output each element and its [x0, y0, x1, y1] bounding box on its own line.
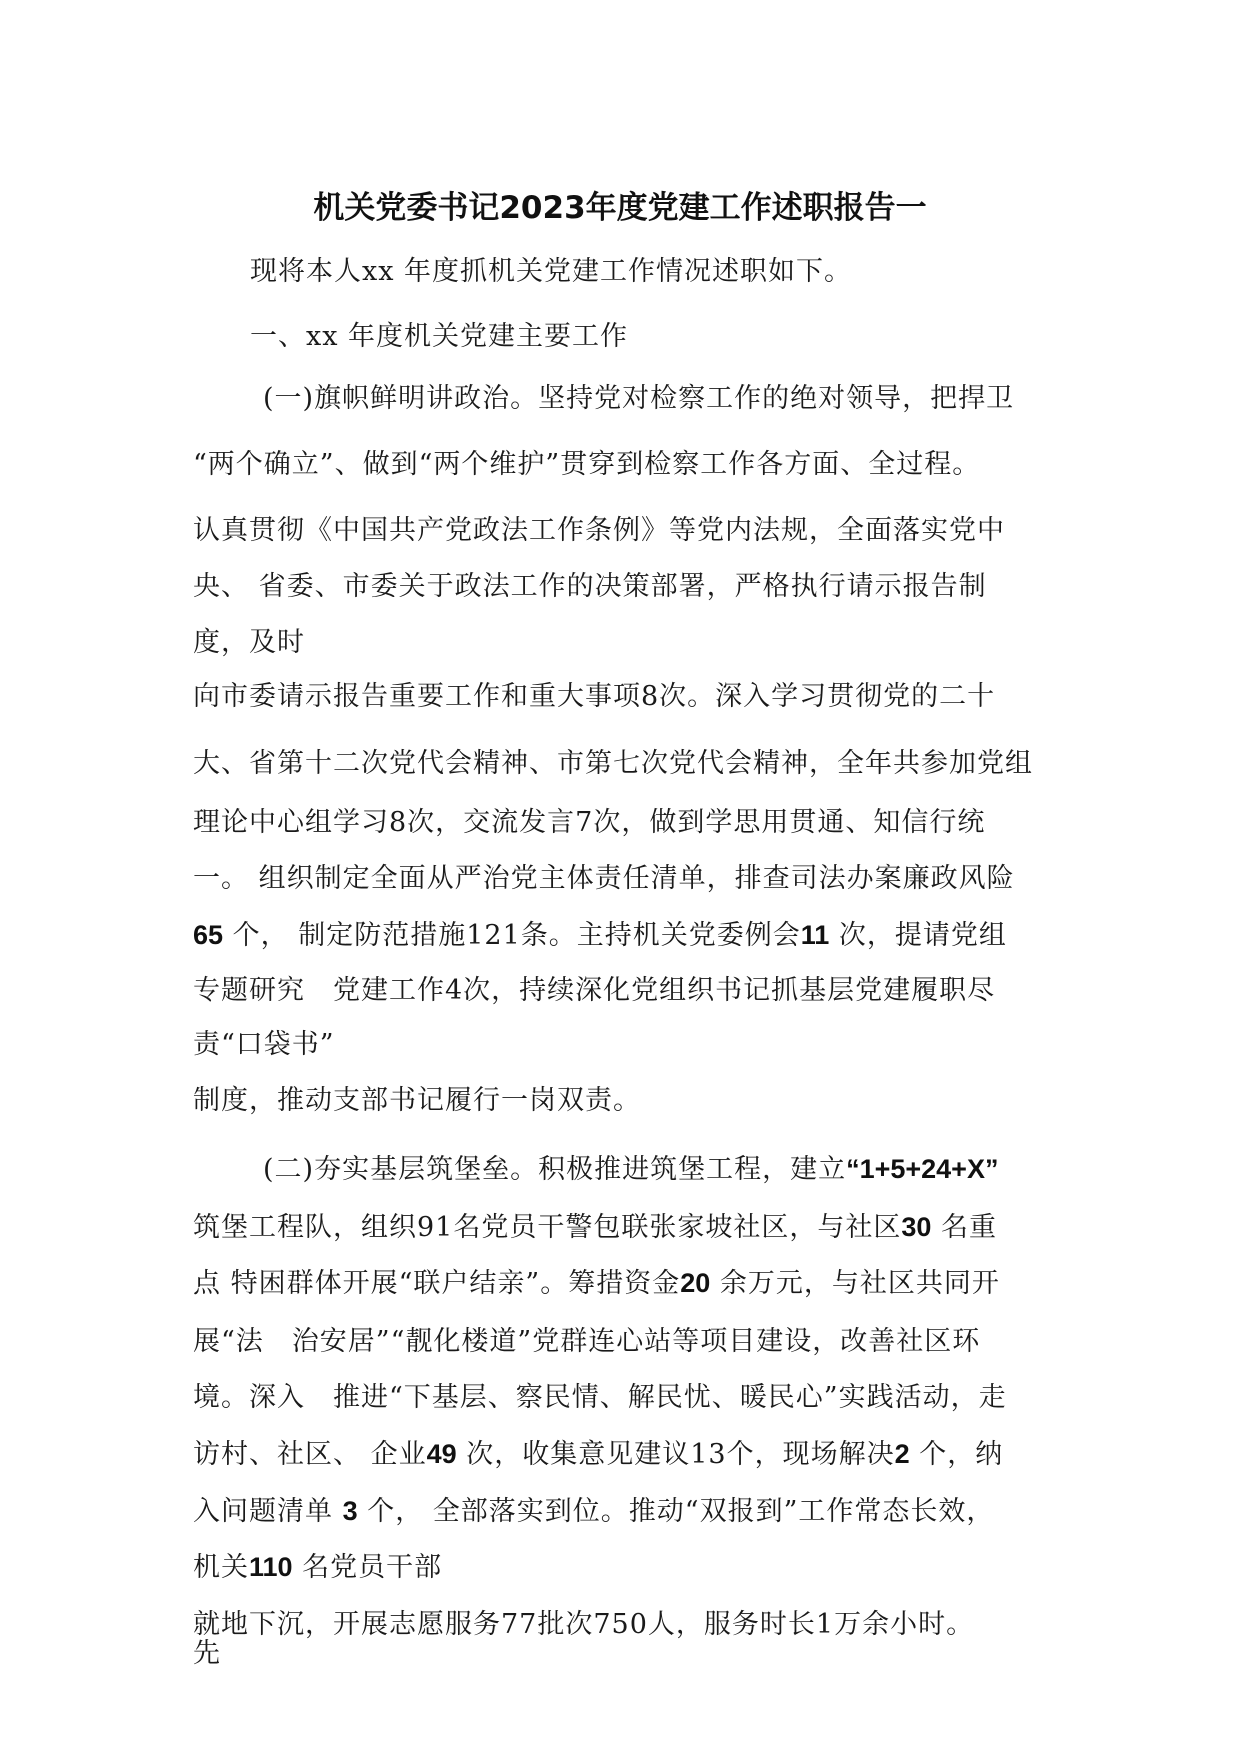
paragraph-line [193, 862, 1015, 896]
number-bold: 2 [894, 1439, 910, 1469]
number-bold: 30 [901, 1212, 932, 1242]
text-segment: 一、xx 年度机关党建主要工作 [250, 321, 629, 352]
paragraph-line [193, 1637, 221, 1671]
text-segment: 次，收集意见建议13个，现场解决 [456, 1439, 895, 1470]
text-segment: 专题研究 党建工作4次，持续深化党组织书记抓基层党建履职尽 [193, 975, 996, 1006]
text-segment: 先 [193, 1638, 221, 1669]
text-segment: 余万元，与社区共同开 [710, 1268, 1000, 1299]
paragraph-line [193, 974, 995, 1008]
text-segment: 展“法 治安居”“靓化楼道”党群连心站等项目建设，改善社区环 [193, 1326, 981, 1357]
paragraph-line [263, 382, 1014, 416]
text-segment: (二)夯实基层筑堡垒。积极推进筑堡工程，建立 [263, 1154, 847, 1185]
text-segment: 访村、社区、 企业 [193, 1439, 427, 1470]
text-segment: 个，纳 [909, 1439, 1004, 1470]
text-segment: 筑堡工程队，组织91名党员干警包联张家坡社区，与社区 [193, 1212, 902, 1243]
text-segment: 机关 [193, 1552, 249, 1583]
paragraph-line [193, 1550, 442, 1585]
paragraph-line [193, 1437, 1003, 1472]
text-segment: (一)旗帜鲜明讲政治。坚持党对检察工作的绝对领导，把捍卫 [263, 383, 1015, 414]
paragraph-line [250, 255, 852, 289]
text-segment: 理论中心组学习8次，交流发言7次，做到学思用贯通、知信行统 [193, 807, 986, 838]
paragraph-line [193, 1266, 1000, 1301]
paragraph-line [193, 1210, 997, 1245]
paragraph-line [193, 806, 985, 840]
paragraph-line [193, 747, 1033, 781]
paragraph-line [193, 1608, 974, 1642]
text-segment: 点 特困群体开展“联户结亲”。筹措资金 [193, 1268, 681, 1299]
paragraph-line [193, 448, 980, 482]
text-segment: 现将本人xx 年度抓机关党建工作情况述职如下。 [250, 256, 853, 287]
text-segment: 境。深入 推进“下基层、察民情、解民忧、暖民心”实践活动，走 [193, 1382, 1007, 1413]
text-segment: 入问题清单 [193, 1496, 343, 1527]
number-bold: “1+5+24+X” [846, 1154, 999, 1184]
number-bold: 3 [342, 1496, 358, 1526]
document-title: 机关党委书记2023年度党建工作述职报告一 [313, 190, 927, 226]
paragraph-line [193, 1084, 641, 1118]
text-segment: 大、省第十二次党代会精神、市第七次党代会精神，全年共参加党组 [193, 748, 1033, 779]
section-heading [250, 320, 628, 354]
text-segment: 向市委请示报告重要工作和重大事项8次。深入学习贯彻党的二十 [193, 681, 996, 712]
number-bold: 20 [680, 1268, 711, 1298]
paragraph-line [193, 680, 995, 714]
paragraph-line [193, 514, 1005, 548]
number-bold: 49 [426, 1439, 457, 1469]
text-segment: 名党员干部 [292, 1552, 443, 1583]
paragraph-line [193, 918, 1007, 953]
text-segment: 个， 制定防范措施121条。主持机关党委例会 [223, 920, 801, 951]
paragraph-line [193, 1028, 335, 1062]
paragraph-line [263, 1152, 998, 1187]
text-segment: 次，提请党组 [829, 920, 1007, 951]
text-segment: 度，及时 [193, 627, 305, 658]
text-segment: 制度，推动支部书记履行一岗双责。 [193, 1085, 641, 1116]
paragraph-line [193, 626, 305, 660]
text-segment: 央、 省委、市委关于政法工作的决策部署，严格执行请示报告制 [193, 571, 987, 602]
text-segment: 个， 全部落实到位。推动“双报到”工作常态长效， [357, 1496, 995, 1527]
paragraph-line [193, 1494, 994, 1529]
number-bold: 11 [800, 920, 830, 950]
text-segment: 责“口袋书” [193, 1029, 335, 1060]
number-bold: 110 [249, 1552, 293, 1582]
number-bold: 65 [193, 920, 224, 950]
text-segment: 一。 组织制定全面从严治党主体责任清单，排查司法办案廉政风险 [193, 863, 1015, 894]
text-segment: 名重 [931, 1212, 997, 1243]
text-segment: 认真贯彻《中国共产党政法工作条例》等党内法规，全面落实党中 [193, 515, 1005, 546]
paragraph-line [193, 1381, 1007, 1415]
text-segment: “两个确立”、做到“两个维护”贯穿到检察工作各方面、全过程。 [193, 449, 981, 480]
paragraph-line [193, 1325, 980, 1359]
text-segment: 就地下沉，开展志愿服务77批次750人，服务时长1万余小时。 [193, 1609, 975, 1640]
paragraph-line [193, 570, 987, 604]
